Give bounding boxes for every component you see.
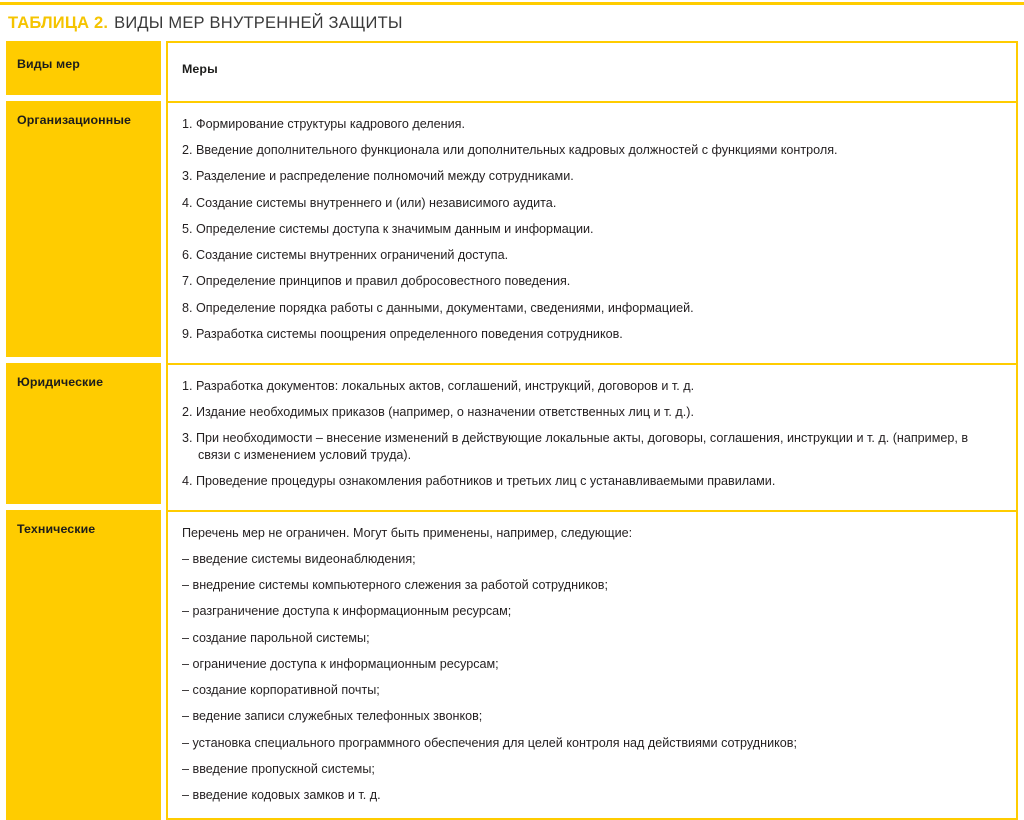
list-item: 1. Формирование структуры кадрового деления.	[182, 117, 465, 131]
list-item: – установка специального программного обеспечения для целей контроля над действиями сотрудников;	[182, 735, 797, 750]
row-category-label: Организационные	[6, 101, 161, 357]
list-item: 8. Определение порядка работы с данными, документами, сведениями, информацией.	[182, 300, 694, 315]
header-cell-category: Виды мер	[6, 41, 161, 95]
top-accent-rule	[0, 2, 1024, 5]
list-item: 7. Определение принципов и правил добросовестного поведения.	[182, 274, 571, 289]
row-measures-cell	[166, 363, 1018, 504]
header-measures-label: Меры	[182, 62, 218, 76]
list-item: – введение системы видеонаблюдения;	[182, 552, 416, 567]
list-item: – создание корпоративной почты;	[182, 683, 380, 698]
list-item: 3. При необходимости – внесение изменений в действующие локальные акты, договоры, соглашения, инструкции и т. д. (например, в связи с изменением условий труда).	[182, 431, 969, 462]
row-lead-text: Перечень мер не ограничен. Могут быть применены, например, следующие:	[182, 525, 633, 540]
list-item: 5. Определение системы доступа к значимым данным и информации.	[182, 221, 594, 236]
list-item: – введение пропускной системы;	[182, 761, 375, 776]
header-cell-measures	[166, 41, 1018, 95]
table-row	[6, 101, 1018, 357]
table-row	[6, 363, 1018, 504]
table-header-row	[6, 41, 1018, 95]
measure-list	[182, 378, 1002, 490]
list-item: – внедрение системы компьютерного слежения за работой сотрудников;	[182, 578, 608, 593]
row-measures-cell	[166, 101, 1018, 357]
table-caption-label: ТАБЛИЦА 2.	[8, 13, 109, 32]
row-category-label: Юридические	[6, 363, 161, 504]
list-item: – ограничение доступа к информационным ресурсам;	[182, 656, 499, 671]
list-item: 2. Введение дополнительного функционала или дополнительных кадровых должностей с функциями контроля.	[182, 143, 838, 158]
row-category-label: Технические	[6, 510, 161, 820]
measures-table	[6, 41, 1018, 820]
list-item: 9. Разработка системы поощрения определенного поведения сотрудников.	[182, 326, 623, 341]
measure-list	[182, 116, 1002, 343]
table-caption	[8, 10, 1016, 36]
list-item: – разграничение доступа к информационным ресурсам;	[182, 604, 512, 619]
list-item: 3. Разделение и распределение полномочий между сотрудниками.	[182, 169, 574, 184]
list-item: 2. Издание необходимых приказов (например, о назначении ответственных лиц и т. д.).	[182, 404, 694, 419]
measure-list	[182, 551, 1002, 804]
list-item: – создание парольной системы;	[182, 630, 370, 645]
list-item: 1. Разработка документов: локальных актов, соглашений, инструкций, договоров и т. д.	[182, 378, 695, 393]
list-item: 6. Создание системы внутренних ограничений доступа.	[182, 248, 509, 263]
list-item: 4. Проведение процедуры ознакомления работников и третьих лиц с устанавливаемыми правилами.	[182, 474, 776, 489]
list-item: – ведение записи служебных телефонных звонков;	[182, 709, 483, 724]
table-caption-title: ВИДЫ МЕР ВНУТРЕННЕЙ ЗАЩИТЫ	[114, 13, 403, 32]
row-measures-cell	[166, 510, 1018, 820]
list-item: – введение кодовых замков и т. д.	[182, 788, 381, 803]
table-row	[6, 510, 1018, 820]
list-item: 4. Создание системы внутреннего и (или) независимого аудита.	[182, 195, 557, 210]
